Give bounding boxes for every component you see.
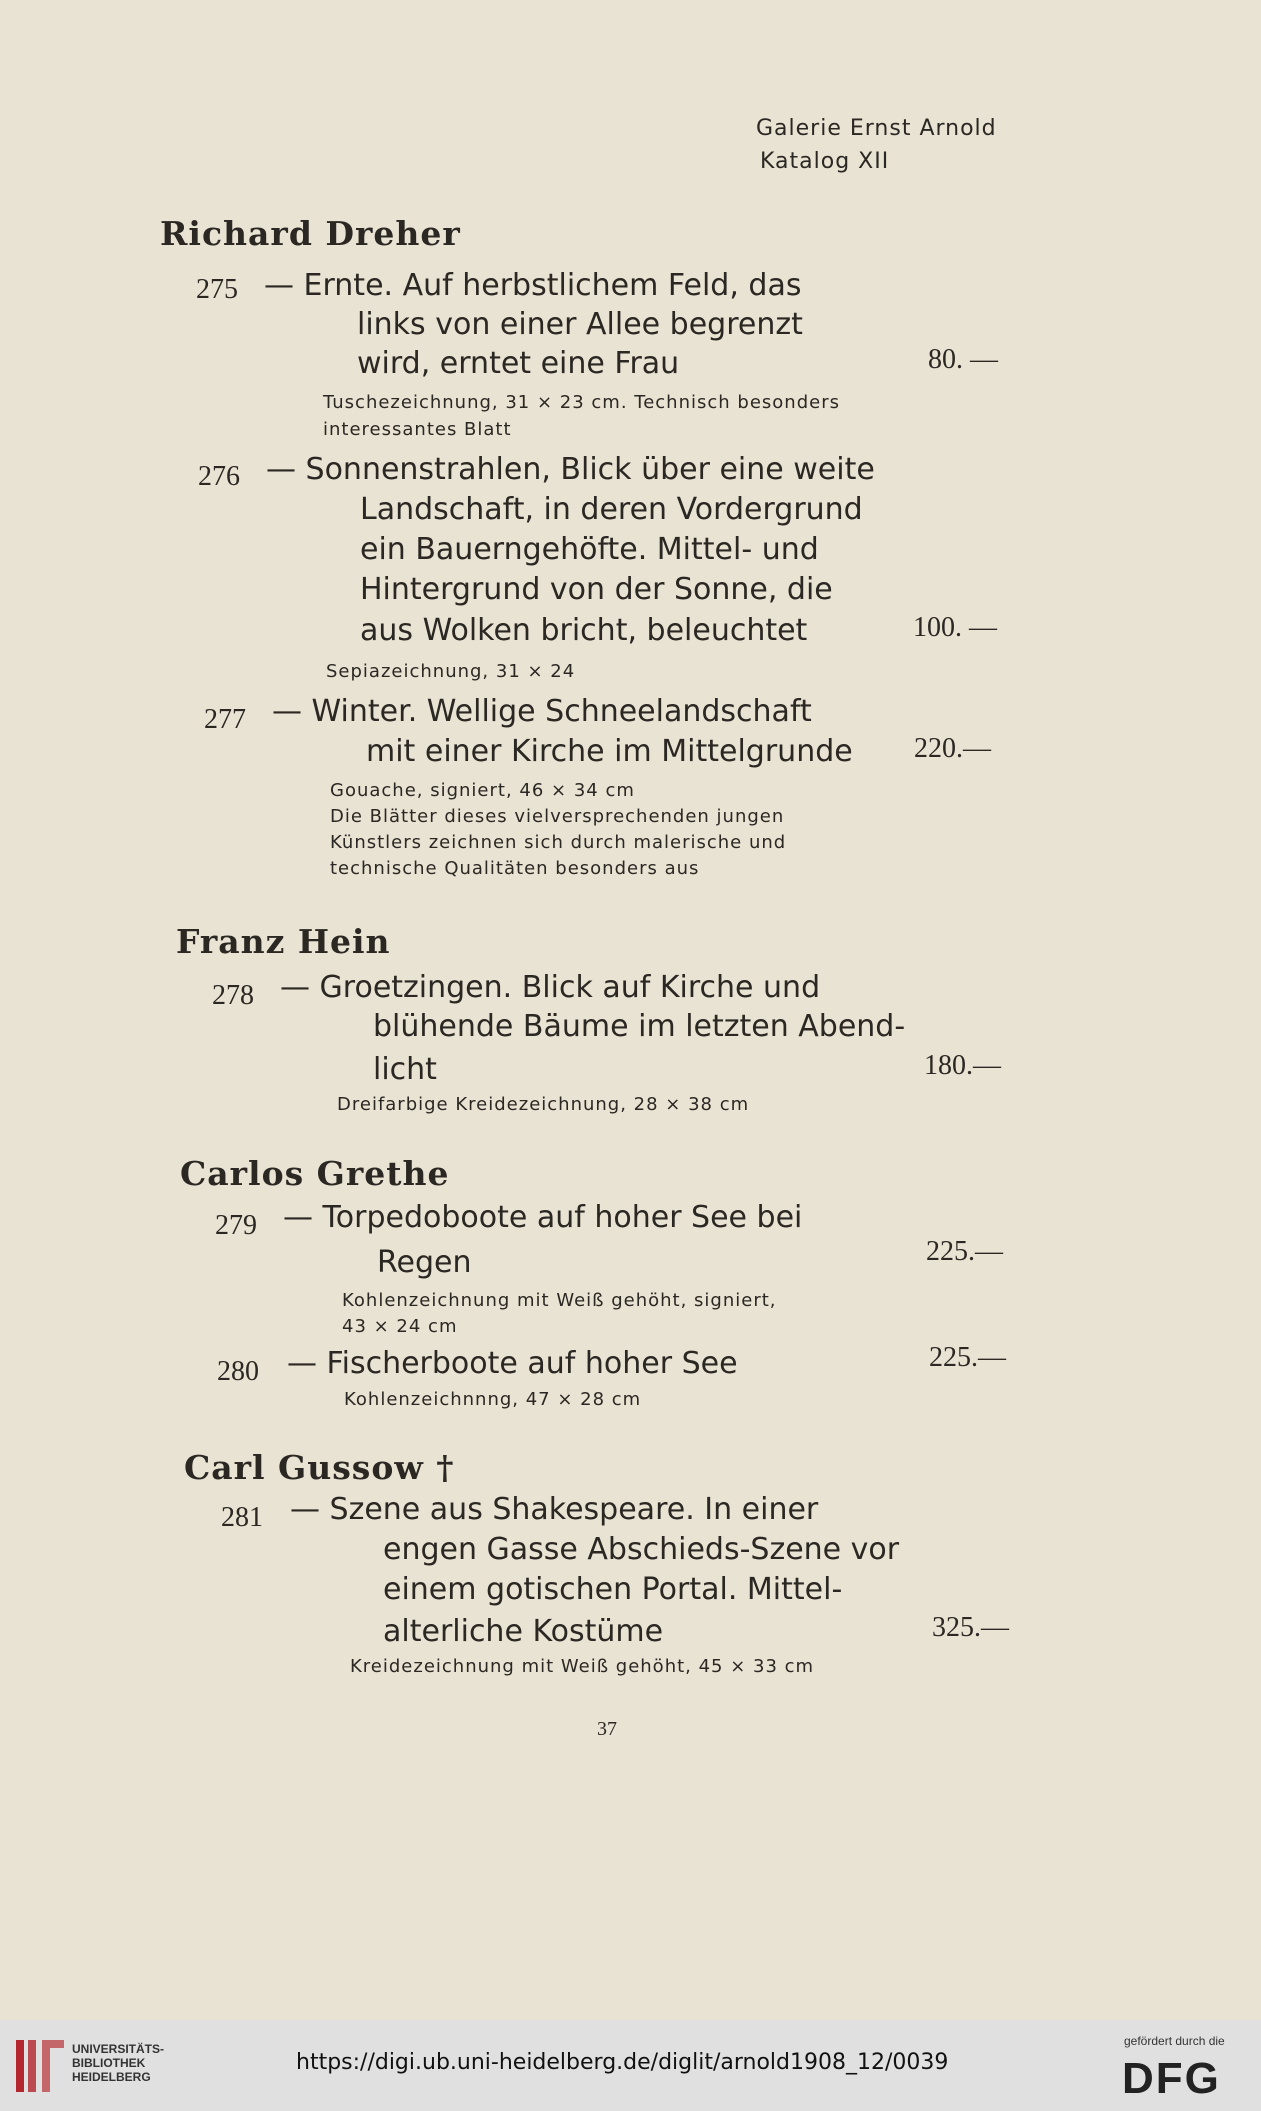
entry-title-line: mit einer Kirche im Mittelgrunde bbox=[366, 734, 853, 769]
sponsor-label: gefördert durch die bbox=[1124, 2034, 1225, 2048]
entry-title-line: — Torpedoboote auf hoher See bei bbox=[283, 1200, 803, 1235]
entry-title-line: — Fischerboote auf hoher See bbox=[287, 1346, 738, 1381]
entry-note: interessantes Blatt bbox=[323, 419, 512, 440]
entry-title-line: wird, erntet eine Frau bbox=[357, 346, 680, 381]
entry-title-line: links von einer Allee begrenzt bbox=[357, 307, 803, 342]
entry-title-line: engen Gasse Abschieds-Szene vor bbox=[383, 1532, 900, 1567]
page-header bbox=[756, 112, 997, 178]
entry-title-line: Landschaft, in deren Vordergrund bbox=[360, 492, 863, 527]
entry-title-line: Regen bbox=[377, 1245, 472, 1280]
entry-price: 100. — bbox=[913, 612, 997, 643]
entry-note: Künstlers zeichnen sich durch malerische und bbox=[330, 832, 787, 853]
entry-note: technische Qualitäten besonders aus bbox=[330, 858, 700, 879]
entry-price: 220.— bbox=[914, 733, 991, 764]
entry-title-line: — Groetzingen. Blick auf Kirche und bbox=[280, 970, 821, 1005]
artist-heading: Richard Dreher bbox=[160, 214, 461, 253]
entry-title-line: alterliche Kostüme bbox=[383, 1614, 664, 1649]
entry-note: Tuschezeichnung, 31 × 23 cm. Technisch besonders bbox=[323, 392, 840, 413]
entry-title-line: — Szene aus Shakespeare. In einer bbox=[290, 1492, 819, 1527]
entry-title-line: — Ernte. Auf herbstlichem Feld, das bbox=[264, 268, 802, 303]
entry-note: Kohlenzeichnung mit Weiß gehöht, signiert, bbox=[342, 1290, 777, 1311]
entry-number: 279 bbox=[215, 1210, 257, 1241]
entry-number: 280 bbox=[217, 1356, 259, 1387]
entry-number: 277 bbox=[204, 704, 246, 735]
entry-price: 225.— bbox=[929, 1342, 1006, 1373]
entry-note: 43 × 24 cm bbox=[342, 1316, 458, 1337]
university-library-logo-icon bbox=[12, 2034, 68, 2098]
dfg-logo: DFG bbox=[1122, 2054, 1221, 2103]
entry-note: Kreidezeichnung mit Weiß gehöht, 45 × 33 cm bbox=[350, 1656, 815, 1677]
entry-note: Gouache, signiert, 46 × 34 cm bbox=[330, 780, 635, 801]
entry-title-line: einem gotischen Portal. Mittel- bbox=[383, 1572, 843, 1607]
entry-number: 278 bbox=[212, 980, 254, 1011]
institution-name: UNIVERSITÄTS- BIBLIOTHEK HEIDELBERG bbox=[72, 2042, 165, 2084]
entry-number: 281 bbox=[221, 1502, 263, 1533]
entry-title-line: Hintergrund von der Sonne, die bbox=[360, 572, 833, 607]
gallery-name: Galerie Ernst Arnold bbox=[756, 116, 997, 141]
entry-title-line: blühende Bäume im letzten Abend- bbox=[373, 1009, 906, 1044]
entry-note: Sepiazeichnung, 31 × 24 bbox=[326, 661, 576, 682]
entry-price: 180.— bbox=[924, 1050, 1001, 1081]
entry-title-line: — Sonnenstrahlen, Blick über eine weite bbox=[266, 452, 875, 487]
entry-note: Kohlenzeichnnng, 47 × 28 cm bbox=[344, 1389, 642, 1410]
artist-heading: Carlos Grethe bbox=[180, 1154, 450, 1193]
entry-title-line: ein Bauerngehöfte. Mittel- und bbox=[360, 532, 819, 567]
entry-title-line: — Winter. Wellige Schneelandschaft bbox=[272, 694, 812, 729]
entry-note: Die Blätter dieses vielversprechenden jungen bbox=[330, 806, 785, 827]
catalog-title: Katalog XII bbox=[760, 149, 890, 174]
artist-heading: Carl Gussow † bbox=[184, 1448, 455, 1487]
entry-price: 325.— bbox=[932, 1612, 1009, 1643]
entry-price: 80. — bbox=[928, 344, 998, 375]
entry-title-line: licht bbox=[373, 1052, 437, 1087]
artist-heading: Franz Hein bbox=[176, 922, 391, 961]
entry-number: 275 bbox=[196, 274, 238, 305]
entry-title-line: aus Wolken bricht, beleuchtet bbox=[360, 613, 808, 648]
viewer-footer bbox=[0, 2020, 1261, 2111]
entry-price: 225.— bbox=[926, 1236, 1003, 1267]
entry-note: Dreifarbige Kreidezeichnung, 28 × 38 cm bbox=[337, 1094, 750, 1115]
page-number: 37 bbox=[597, 1718, 617, 1740]
entry-number: 276 bbox=[198, 461, 240, 492]
permalink-url[interactable]: https://digi.ub.uni-heidelberg.de/diglit/arnold1908_12/0039 bbox=[296, 2050, 949, 2075]
